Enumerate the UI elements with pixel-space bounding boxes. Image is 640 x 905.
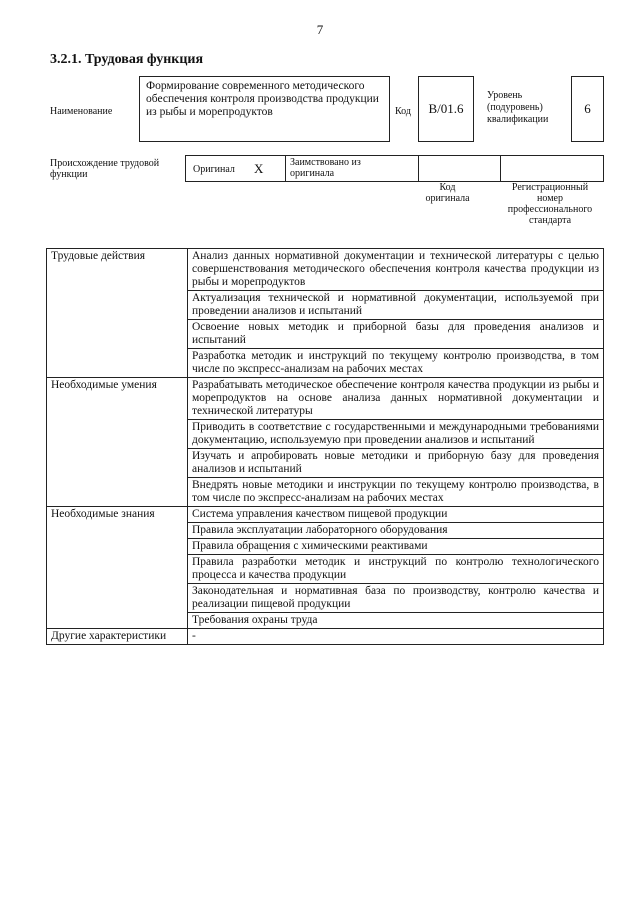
item-cell: Внедрять новые методики и инструкции по текущему контролю производства, в том числе по экспресс-анализам на рабочих местах <box>188 478 604 507</box>
item-cell: Система управления качеством пищевой продукции <box>188 507 604 523</box>
item-cell: Актуализация технической и нормативной документации, используемой при проведении анализов и испытаний <box>188 291 604 320</box>
item-cell: Законодательная и нормативная база по производству, контролю качества и реализации пищевой продукции <box>188 584 604 613</box>
item-cell: Требования охраны труда <box>188 613 604 629</box>
code-original-caption: Код оригинала <box>425 182 470 204</box>
item-cell: Правила разработки методик и инструкций по контролю технологического процесса и качества продукции <box>188 555 604 584</box>
original-mark: X <box>254 161 264 176</box>
table-row <box>47 507 604 523</box>
category-cell: Необходимые знания <box>47 507 188 629</box>
item-cell: Разработка методик и инструкций по текущему контролю производства, в том числе по экспресс-анализам на рабочих местах <box>188 349 604 378</box>
table-row <box>47 249 604 291</box>
item-cell: Изучать и апробировать новые методики и приборную базу для проведения анализов и испытаний <box>188 449 604 478</box>
code-value: B/01.6 <box>418 76 474 142</box>
origin-cell-regnum <box>501 156 603 181</box>
item-cell: Приводить в соответствие с государственными и международными требованиями документацию, используемую при проведении анализов и испытаний <box>188 420 604 449</box>
function-name-value: Формирование современного методического обеспечения контроля производства продукции из рыбы и морепродуктов <box>139 76 390 142</box>
item-cell: Освоение новых методик и приборной базы для проведения анализов и испытаний <box>188 320 604 349</box>
code-label: Код <box>395 106 411 117</box>
page-number: 7 <box>316 22 324 37</box>
table-row <box>47 629 604 645</box>
category-cell: Необходимые умения <box>47 378 188 507</box>
level-label: Уровень (подуровень) квалификации <box>487 90 549 125</box>
section-title: 3.2.1. Трудовая функция <box>50 52 204 67</box>
category-cell: Трудовые действия <box>47 249 188 378</box>
reg-number-caption: Регистрационный номер профессионального стандарта <box>507 182 593 226</box>
borrowed-label: Заимствовано из оригинала <box>290 157 361 179</box>
name-label: Наименование <box>50 106 113 117</box>
item-cell: Правила обращения с химическими реактивами <box>188 539 604 555</box>
level-value: 6 <box>571 76 604 142</box>
item-cell: Анализ данных нормативной документации и технической литературы с целью совершенствования методического обеспечения контроля качества продукции из рыбы и морепродуктов <box>188 249 604 291</box>
origin-cell-code <box>419 156 501 181</box>
table-row <box>47 378 604 420</box>
category-cell: Другие характеристики <box>47 629 188 645</box>
origin-row <box>185 155 604 182</box>
item-cell: - <box>188 629 604 645</box>
origin-label: Происхождение трудовой функции <box>50 158 160 180</box>
item-cell: Разрабатывать методическое обеспечение контроля качества продукции из рыбы и морепродуктов на основе анализа данных нормативной документации и технической литературы <box>188 378 604 420</box>
item-cell: Правила эксплуатации лабораторного оборудования <box>188 523 604 539</box>
original-label: Оригинал <box>193 164 235 175</box>
labor-function-table <box>46 248 604 645</box>
